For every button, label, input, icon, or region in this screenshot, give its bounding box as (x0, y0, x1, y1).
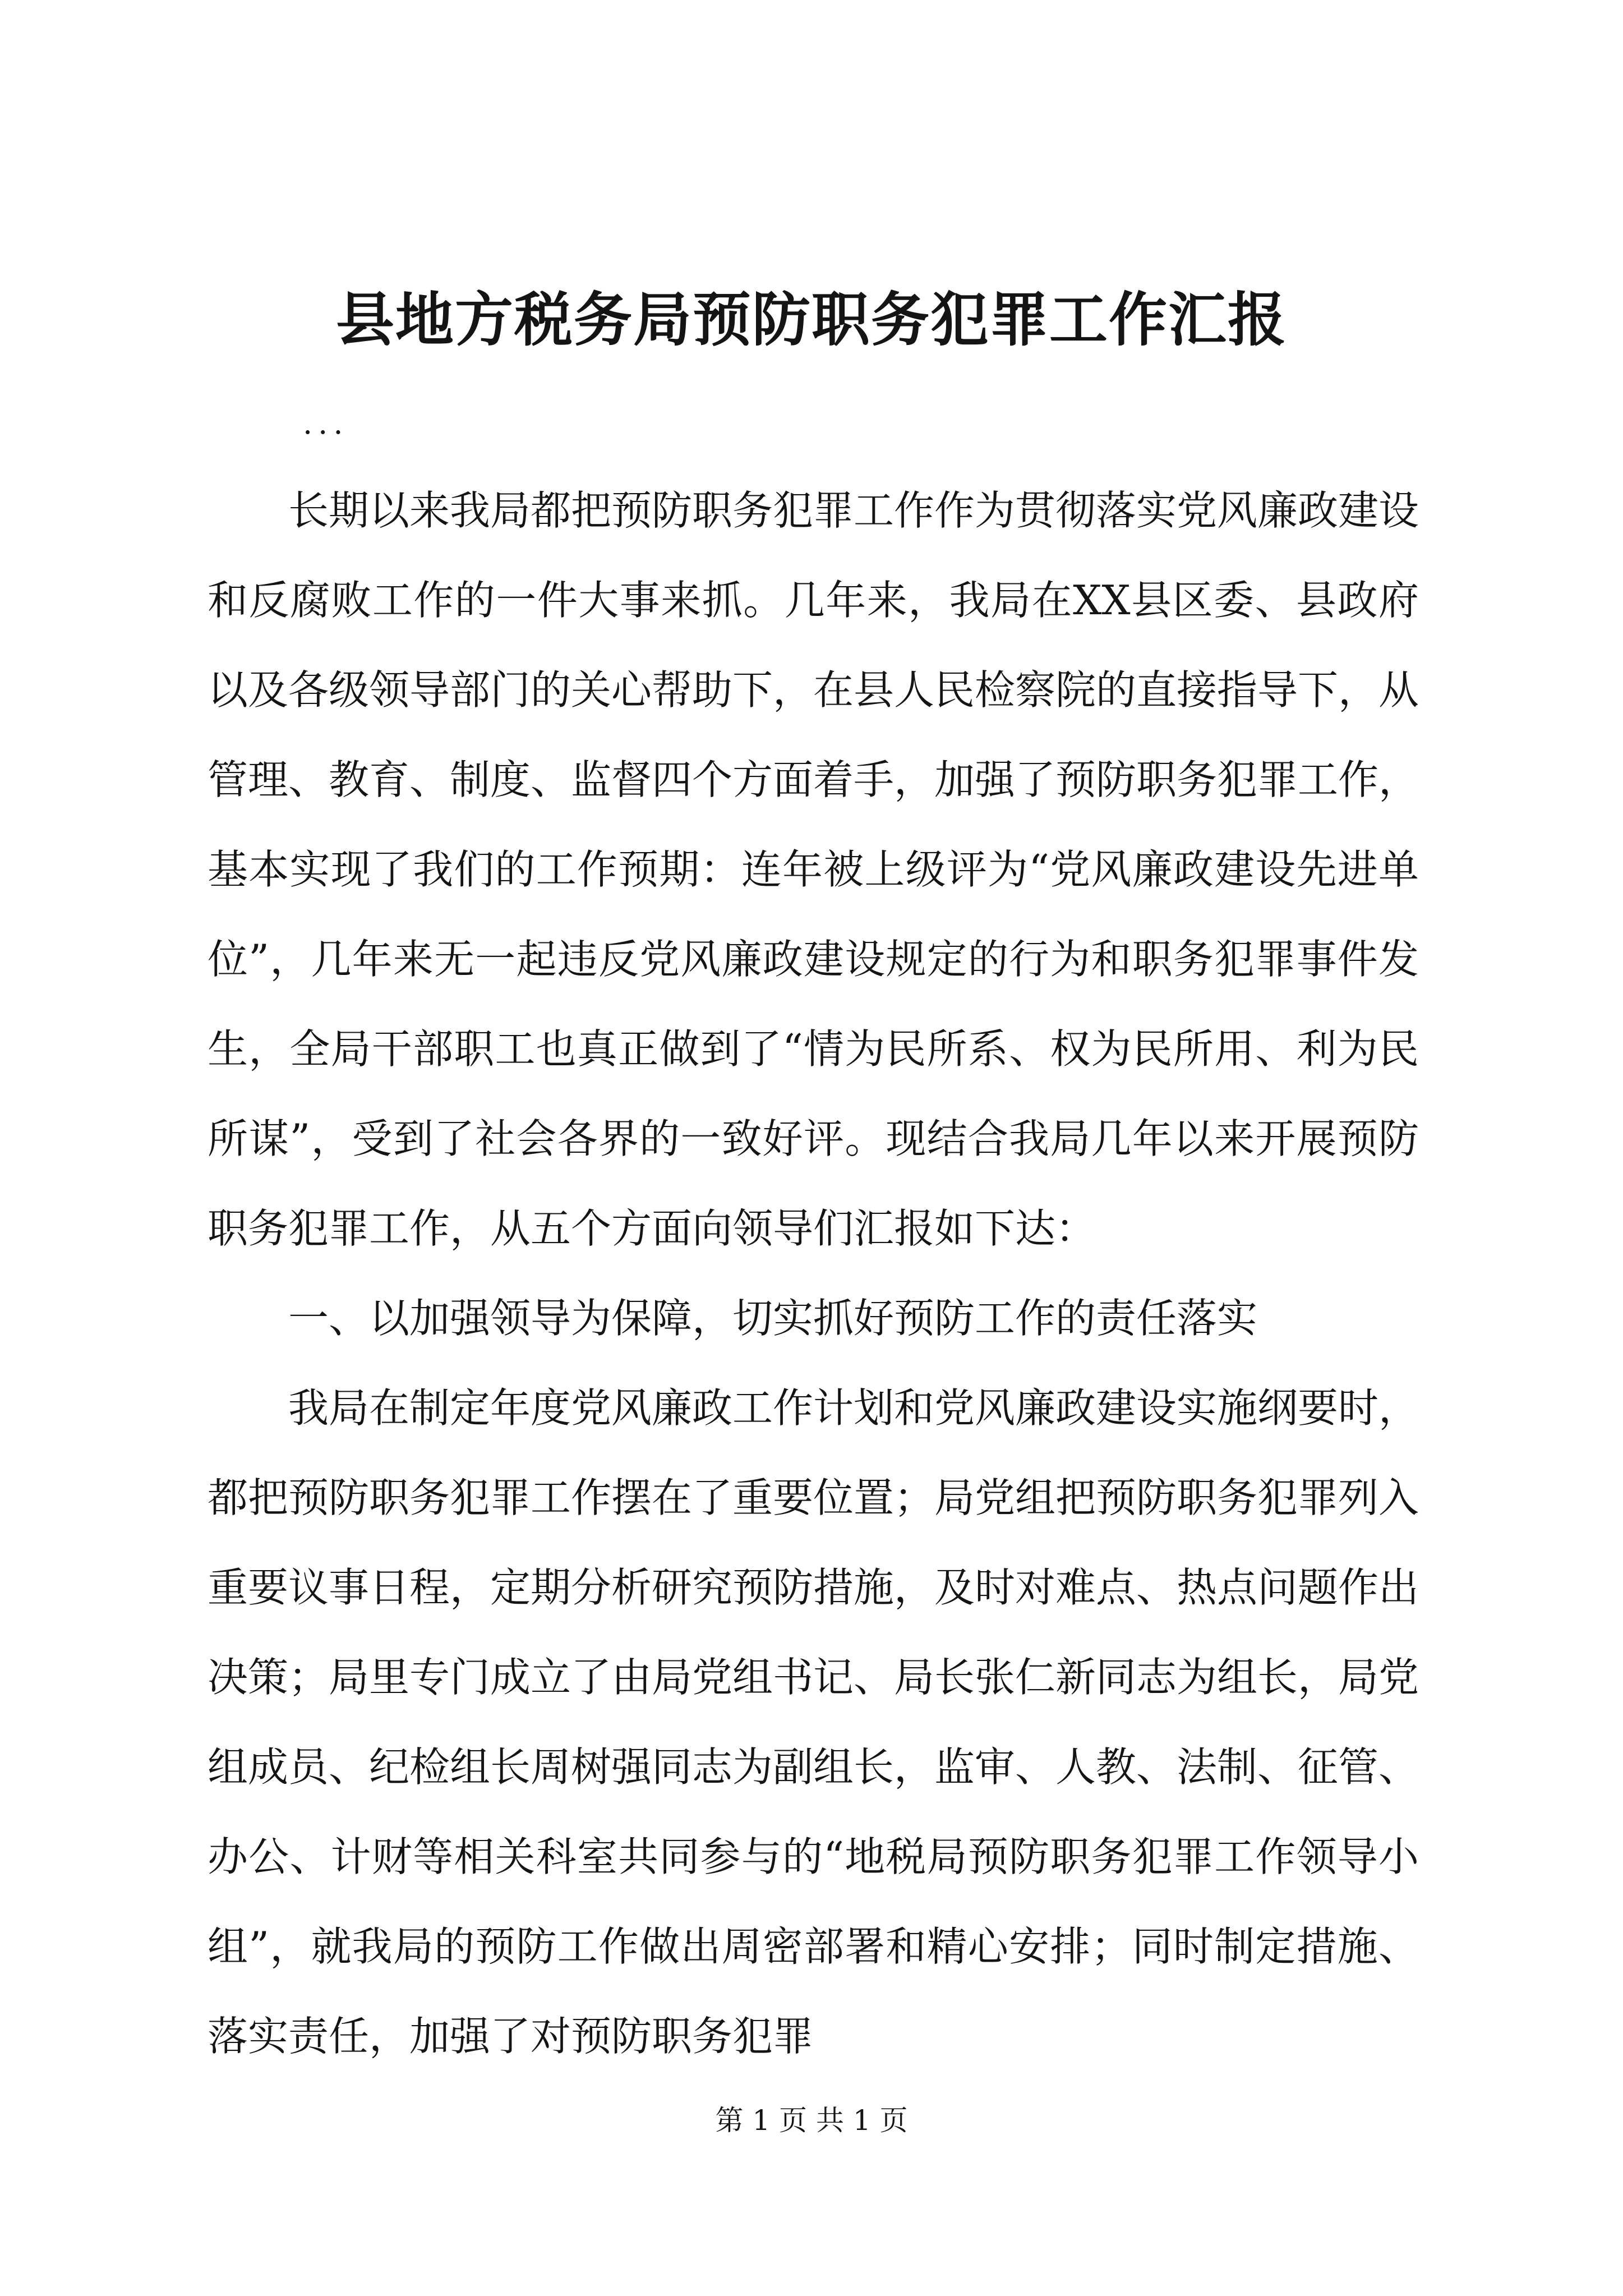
document-title: 县地方税务局预防职务犯罪工作汇报 (335, 285, 1287, 354)
document-body (208, 466, 1419, 2081)
paragraph-intro: 长期以来我局都把预防职务犯罪工作作为贯彻落实党风廉政建设和反腐败工作的一件大事来抓。几年来，我局在XX县区委、县政府以及各级领导部门的关心帮助下，在县人民检察院的直接指导下，从管理、教育、制度、监督四个方面着手，加强了预防职务犯罪工作，基本实现了我们的工作预期：连年被上级评为“党风廉政建设先进单位”，几年来无一起违反党风廉政建设规定的行为和职务犯罪事件发生，全局干部职工也真正做到了“情为民所系、权为民所用、利为民所谋”，受到了社会各界的一致好评。现结合我局几年以来开展预防职务犯罪工作，从五个方面向领导们汇报如下达： (208, 487, 1419, 1252)
page-footer: 第 1 页 共 1 页 (715, 2104, 908, 2137)
ellipsis-marker: ... (303, 406, 349, 441)
paragraph-section-1: 我局在制定年度党风廉政工作计划和党风廉政建设实施纲要时，都把预防职务犯罪工作摆在了重要位置；局党组把预防职务犯罪列入重要议事日程，定期分析研究预防措施，及时对难点、热点问题作出决策；局里专门成立了由局党组书记、局长张仁新同志为组长，局党组成员、纪检组长周树强同志为副组长，监审、人教、法制、征管、办公、计财等相关科室共同参与的“地税局预防职务犯罪工作领导小组”，就我局的预防工作做出周密部署和精心安排；同时制定措施、落实责任，加强了对预防职务犯罪 (208, 1384, 1419, 2060)
section-heading-1: 一、以加强领导为保障，切实抓好预防工作的责任落实 (288, 1295, 1258, 1342)
